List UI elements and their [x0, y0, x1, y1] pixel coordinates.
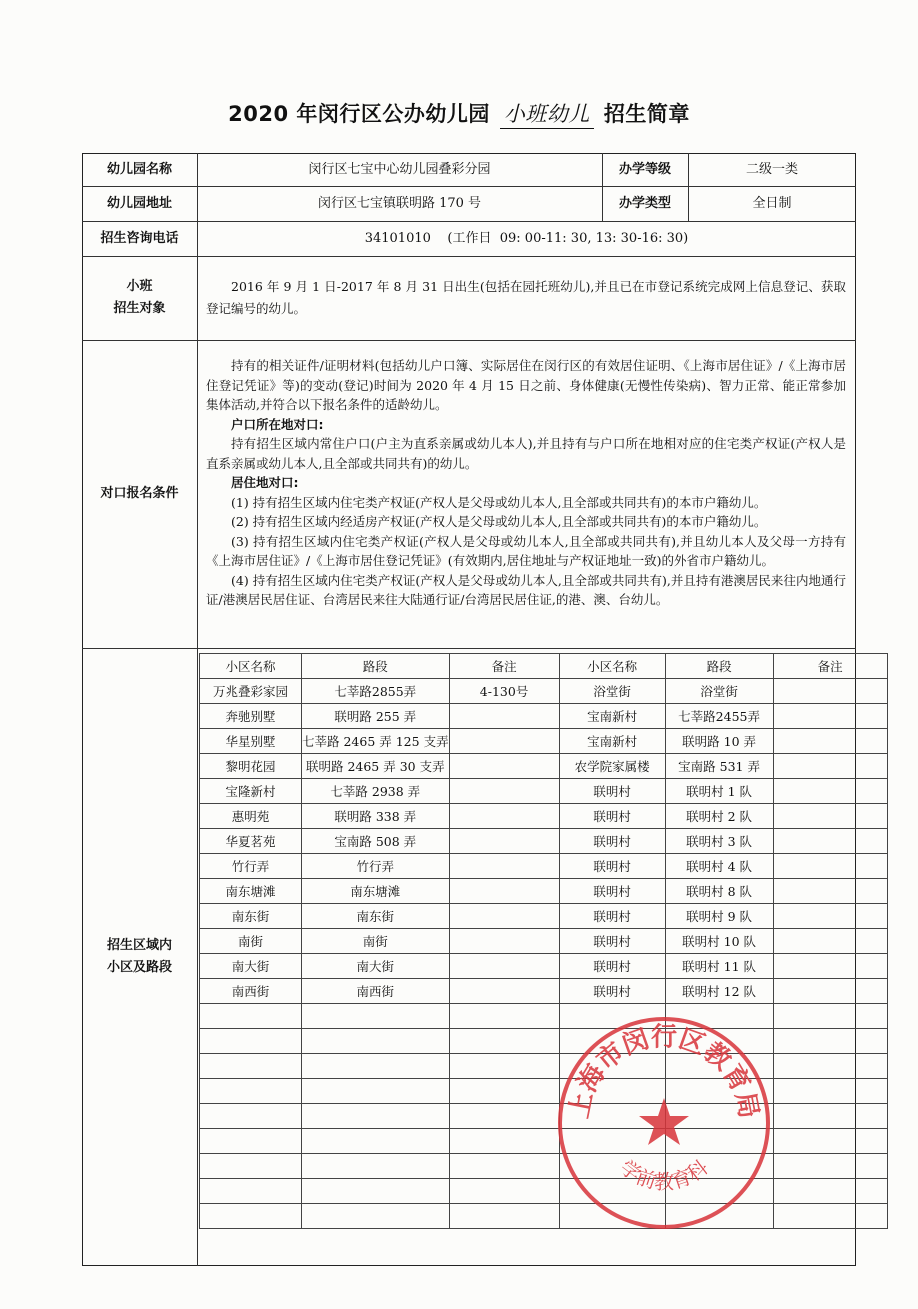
- empty-cell: [449, 1154, 559, 1179]
- empty-cell: [302, 1154, 450, 1179]
- table-cell: 南街: [200, 929, 302, 954]
- table-cell: [449, 704, 559, 729]
- area-label-line1: 招生区域内: [106, 938, 172, 953]
- school-grade-value: 二级一类: [745, 161, 798, 177]
- table-cell: 联明路 255 弄: [302, 704, 450, 729]
- table-row: [200, 829, 888, 854]
- empty-row: [200, 1129, 888, 1154]
- table-cell: [773, 779, 887, 804]
- empty-cell: [449, 1004, 559, 1029]
- title-class-name: 小班幼儿: [500, 98, 594, 129]
- table-cell: 浴堂街: [559, 679, 665, 704]
- table-cell: [773, 954, 887, 979]
- table-cell: [449, 954, 559, 979]
- phone-value: 34101010 (工作日 09: 00-11: 30, 13: 30-16: 30): [364, 230, 689, 246]
- table-cell: [449, 929, 559, 954]
- table-cell: 宝南路 531 弄: [665, 754, 773, 779]
- table-cell: 联明村: [559, 804, 665, 829]
- empty-cell: [200, 1204, 302, 1229]
- target-text: [206, 276, 846, 320]
- header-cell: 路段: [302, 654, 450, 679]
- table-row: [200, 954, 888, 979]
- empty-row: [200, 1029, 888, 1054]
- empty-row: [200, 1054, 888, 1079]
- empty-cell: [449, 1029, 559, 1054]
- table-cell: 宝隆新村: [200, 779, 302, 804]
- table-cell: 联明村: [559, 979, 665, 1004]
- header-cell: 备注: [773, 654, 887, 679]
- empty-cell: [302, 1029, 450, 1054]
- header-cell: 备注: [449, 654, 559, 679]
- table-cell: 联明村 1 队: [665, 779, 773, 804]
- table-cell: 七莘路 2938 弄: [302, 779, 450, 804]
- target-label-line1: 小班: [126, 279, 153, 294]
- kindergarten-address-value: 闵行区七宝镇联明路 170 号: [317, 195, 482, 211]
- title-suffix: 招生简章: [603, 102, 690, 126]
- empty-cell: [200, 1004, 302, 1029]
- empty-cell: [773, 1204, 887, 1229]
- empty-cell: [200, 1154, 302, 1179]
- empty-cell: [773, 1154, 887, 1179]
- row-divider: [82, 648, 856, 649]
- table-cell: 联明路 338 弄: [302, 804, 450, 829]
- table-cell: [449, 979, 559, 1004]
- seal-bottom-text-path: 学前教育科: [615, 1154, 713, 1194]
- table-cell: 联明村 10 队: [665, 929, 773, 954]
- conditions-text: [206, 356, 846, 610]
- empty-cell: [200, 1129, 302, 1154]
- row-divider: [82, 340, 856, 341]
- residence-heading: 居住地对口:: [231, 475, 299, 490]
- empty-cell: [449, 1179, 559, 1204]
- table-cell: 联明村: [559, 904, 665, 929]
- table-row: [200, 754, 888, 779]
- area-grid: [199, 653, 888, 1229]
- table-cell: [449, 854, 559, 879]
- empty-cell: [773, 1179, 887, 1204]
- table-cell: 宝南路 508 弄: [302, 829, 450, 854]
- table-cell: 联明路 10 弄: [665, 729, 773, 754]
- empty-cell: [200, 1179, 302, 1204]
- table-cell: 联明村 9 队: [665, 904, 773, 929]
- table-cell: 联明路 2465 弄 30 支弄: [302, 754, 450, 779]
- table-cell: 联明村 2 队: [665, 804, 773, 829]
- table-cell: 万兆叠彩家园: [200, 679, 302, 704]
- row-divider: [82, 256, 856, 257]
- residence-item-4: (4) 持有招生区域内住宅类产权证(产权人是父母或幼儿本人,且全部或共同共有),并且持有港澳居民来往内地通行证/港澳居民居住证、台湾居民来往大陆通行证/台湾居民居住证,的港、澳、台幼儿。: [206, 572, 846, 607]
- table-row: [200, 729, 888, 754]
- table-cell: 南西街: [302, 979, 450, 1004]
- header-cell: 路段: [665, 654, 773, 679]
- table-cell: 南东塘滩: [302, 879, 450, 904]
- table-cell: 4-130号: [449, 679, 559, 704]
- table-cell: 南大街: [302, 954, 450, 979]
- table-cell: [449, 754, 559, 779]
- table-cell: 联明村 3 队: [665, 829, 773, 854]
- table-row: [200, 904, 888, 929]
- phone-label: 招生咨询电话: [100, 230, 179, 246]
- table-cell: 七莘路2455弄: [665, 704, 773, 729]
- table-cell: 奔驰别墅: [200, 704, 302, 729]
- school-grade-label: 办学等级: [618, 161, 671, 177]
- table-cell: 联明村: [559, 929, 665, 954]
- official-seal: [553, 1012, 775, 1234]
- table-cell: [773, 929, 887, 954]
- residence-item-1: (1) 持有招生区域内住宅类产权证(产权人是父母或幼儿本人,且全部或共同共有)的本市户籍幼儿。: [231, 494, 767, 510]
- empty-cell: [449, 1054, 559, 1079]
- hukou-text: 持有招生区域内常住户口(户主为直系亲属或幼儿本人),并且持有与户口所在地相对应的住宅类产权证(产权人是直系亲属或幼儿本人,且全部或共同共有)的幼儿。: [206, 436, 846, 471]
- empty-cell: [302, 1204, 450, 1229]
- empty-cell: [449, 1079, 559, 1104]
- table-cell: 宝南新村: [559, 729, 665, 754]
- table-cell: 联明村 12 队: [665, 979, 773, 1004]
- page-title: [0, 98, 918, 129]
- school-type-label: 办学类型: [618, 195, 671, 211]
- seal-star-icon: [639, 1098, 689, 1145]
- title-prefix: 2020 年闵行区公办幼儿园: [228, 102, 490, 126]
- table-cell: [773, 754, 887, 779]
- table-row: [200, 879, 888, 904]
- empty-cell: [200, 1079, 302, 1104]
- empty-cell: [773, 1054, 887, 1079]
- hukou-heading: 户口所在地对口:: [231, 416, 324, 432]
- table-cell: 联明村: [559, 879, 665, 904]
- table-cell: 联明村 8 队: [665, 879, 773, 904]
- table-cell: 南东街: [200, 904, 302, 929]
- empty-cell: [302, 1129, 450, 1154]
- table-cell: [449, 779, 559, 804]
- table-cell: 惠明苑: [200, 804, 302, 829]
- table-cell: [773, 879, 887, 904]
- kindergarten-name-label: 幼儿园名称: [106, 161, 172, 177]
- table-cell: 竹行弄: [200, 854, 302, 879]
- table-row: [200, 979, 888, 1004]
- table-cell: 黎明花园: [200, 754, 302, 779]
- target-label-line2: 招生对象: [113, 301, 166, 316]
- table-cell: 联明村 11 队: [665, 954, 773, 979]
- area-label: [82, 648, 197, 1266]
- table-cell: 宝南新村: [559, 704, 665, 729]
- table-cell: [773, 829, 887, 854]
- empty-cell: [449, 1204, 559, 1229]
- seal-bottom-text: [616, 1155, 713, 1194]
- empty-cell: [200, 1029, 302, 1054]
- table-cell: 联明村 4 队: [665, 854, 773, 879]
- kindergarten-address-label: 幼儿园地址: [106, 195, 172, 211]
- table-row: [200, 704, 888, 729]
- empty-cell: [773, 1104, 887, 1129]
- table-cell: [773, 704, 887, 729]
- empty-cell: [302, 1004, 450, 1029]
- table-cell: 南东街: [302, 904, 450, 929]
- empty-row: [200, 1154, 888, 1179]
- table-cell: [449, 904, 559, 929]
- kindergarten-name-value: 闵行区七宝中心幼儿园叠彩分园: [308, 161, 491, 177]
- school-type-value: 全日制: [752, 195, 792, 211]
- table-cell: [449, 804, 559, 829]
- table-row: [200, 804, 888, 829]
- empty-row: [200, 1204, 888, 1229]
- area-grid-header: [200, 654, 888, 679]
- table-cell: 南东塘滩: [200, 879, 302, 904]
- empty-cell: [773, 1029, 887, 1054]
- table-cell: [773, 804, 887, 829]
- empty-cell: [302, 1079, 450, 1104]
- table-cell: 七莘路 2465 弄 125 支弄: [302, 729, 450, 754]
- seal-text-path: 上海市闵行区教育局: [564, 1022, 764, 1121]
- table-cell: 联明村: [559, 779, 665, 804]
- table-row: [200, 679, 888, 704]
- table-cell: 竹行弄: [302, 854, 450, 879]
- table-cell: [773, 679, 887, 704]
- empty-cell: [302, 1179, 450, 1204]
- table-cell: 华星别墅: [200, 729, 302, 754]
- table-cell: [773, 904, 887, 929]
- residence-item-2: (2) 持有招生区域内经适房产权证(产权人是父母或幼儿本人,且全部或共同共有)的本市户籍幼儿。: [231, 514, 767, 529]
- table-cell: 联明村: [559, 854, 665, 879]
- empty-cell: [773, 1079, 887, 1104]
- table-row: [200, 779, 888, 804]
- table-cell: 浴堂街: [665, 679, 773, 704]
- empty-cell: [302, 1054, 450, 1079]
- target-label: [82, 256, 197, 340]
- target-paragraph: 2016 年 9 月 1 日-2017 年 8 月 31 日出生(包括在园托班幼儿),并且已在市登记系统完成网上信息登记、获取登记编号的幼儿。: [206, 279, 846, 316]
- empty-cell: [302, 1104, 450, 1129]
- table-cell: [449, 729, 559, 754]
- empty-cell: [773, 1004, 887, 1029]
- table-cell: 联明村: [559, 829, 665, 854]
- empty-cell: [773, 1129, 887, 1154]
- table-cell: 华夏茗苑: [200, 829, 302, 854]
- residence-item-3: (3) 持有招生区域内住宅类产权证(产权人是父母或幼儿本人,且全部或共同共有),并且幼儿本人及父母一方持有《上海市居住证》/《上海市居住登记凭证》(有效期内,居住地址与产权证地址一致)的外省市户籍幼儿。: [206, 533, 846, 568]
- table-cell: 南街: [302, 929, 450, 954]
- conditions-intro: 持有的相关证件/证明材料(包括幼儿户口簿、实际居住在闵行区的有效居住证明、《上海市居住证》/《上海市居住登记凭证》等)的变动(登记)时间为 2020 年 4 月 15 日之前、身体健康(无慢性传染病)、智力正常、能正常参加集体活动,并符合以下报名条件的适龄幼儿。: [206, 358, 846, 412]
- empty-row: [200, 1004, 888, 1029]
- conditions-label: 对口报名条件: [100, 486, 179, 501]
- empty-row: [200, 1079, 888, 1104]
- header-cell: 小区名称: [200, 654, 302, 679]
- empty-cell: [449, 1104, 559, 1129]
- table-cell: [773, 854, 887, 879]
- table-cell: 南大街: [200, 954, 302, 979]
- table-cell: [449, 879, 559, 904]
- table-cell: 联明村: [559, 954, 665, 979]
- area-label-line2: 小区及路段: [106, 960, 172, 975]
- table-cell: 七莘路2855弄: [302, 679, 450, 704]
- empty-cell: [200, 1054, 302, 1079]
- table-cell: [773, 729, 887, 754]
- table-cell: [449, 829, 559, 854]
- table-cell: 南西街: [200, 979, 302, 1004]
- empty-row: [200, 1104, 888, 1129]
- table-row: [200, 929, 888, 954]
- table-cell: 农学院家属楼: [559, 754, 665, 779]
- col-divider: [197, 153, 198, 1266]
- table-cell: [773, 979, 887, 1004]
- empty-cell: [200, 1104, 302, 1129]
- header-cell: 小区名称: [559, 654, 665, 679]
- empty-cell: [449, 1129, 559, 1154]
- table-row: [200, 854, 888, 879]
- empty-row: [200, 1179, 888, 1204]
